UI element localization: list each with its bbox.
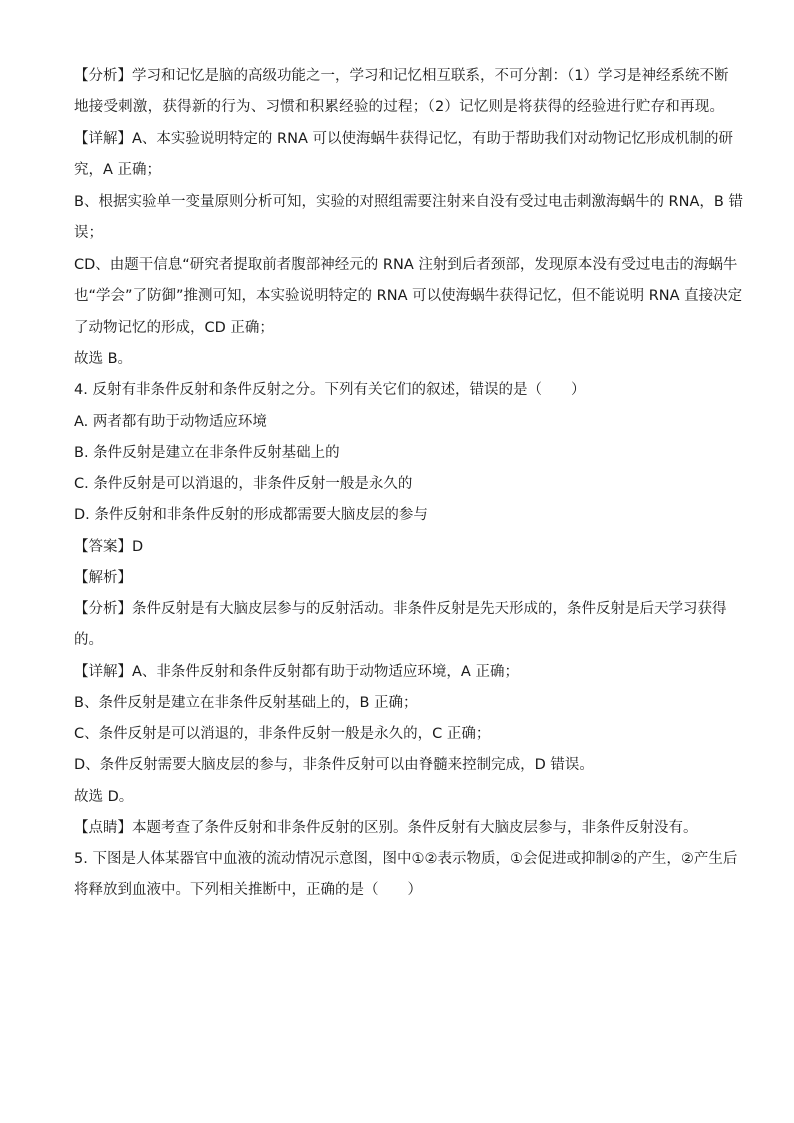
explanation-label: 【解析】 (74, 570, 132, 586)
q4-detail-line-1: 【详解】A、非条件反射和条件反射都有助于动物适应环境，A 正确； (74, 664, 519, 680)
question-4-option-d: D. 条件反射和非条件反射的形成都需要大脑皮层的参与 (74, 507, 428, 523)
q4-choice-line: 故选 D。 (74, 789, 134, 805)
q4-analysis-line-2: 的。 (74, 632, 103, 648)
question-4-stem: 4. 反射有非条件反射和条件反射之分。下列有关它们的叙述，错误的是（ ） (74, 382, 586, 398)
question-4-option-a: A. 两者都有助于动物适应环境 (74, 414, 267, 430)
detail-line-1: 【详解】A、本实验说明特定的 RNA 可以使海蜗牛获得记忆，有助于帮助我们对动物记忆形成机制的研 (74, 131, 733, 147)
detail-line-6: 也“学会”了防御”推测可知，本实验说明特定的 RNA 可以使海蜗牛获得记忆，但不能说明 RNA 直接决定 (74, 288, 743, 304)
detail-line-3: B、根据实验单一变量原则分析可知，实验的对照组需要注射来自没有受过电击刺激海蜗牛的 RNA，B 错 (74, 194, 743, 210)
detail-line-2: 究，A 正确； (74, 162, 162, 178)
q4-analysis-line-1: 【分析】条件反射是有大脑皮层参与的反射活动。非条件反射是先天形成的，条件反射是后天学习获得 (74, 601, 727, 617)
q4-comment-line: 【点睛】本题考查了条件反射和非条件反射的区别。条件反射有大脑皮层参与，非条件反射没有。 (74, 820, 698, 836)
q4-detail-line-3: C、条件反射是可以消退的，非条件反射一般是永久的，C 正确； (74, 726, 491, 742)
detail-line-7: 了动物记忆的形成，CD 正确； (74, 320, 274, 336)
q4-detail-line-4: D、条件反射需要大脑皮层的参与，非条件反射可以由脊髓来控制完成，D 错误。 (74, 757, 594, 773)
detail-line-4: 误； (74, 225, 103, 241)
question-5-stem-line-2: 将释放到血液中。下列相关推断中，正确的是（ ） (74, 882, 422, 898)
answer-choice-line: 故选 B。 (74, 351, 133, 367)
analysis-line-1: 【分析】学习和记忆是脑的高级功能之一，学习和记忆相互联系，不可分割：（1）学习是神经系统不断 (74, 68, 729, 84)
detail-line-5: CD、由题干信息“研究者提取前者腹部神经元的 RNA 注射到后者颈部，发现原本没有受过电击的海蜗牛 (74, 257, 738, 273)
analysis-line-2: 地接受刺激，获得新的行为、习惯和积累经验的过程；（2）记忆则是将获得的经验进行贮存和再现。 (74, 99, 724, 115)
question-4-option-b: B. 条件反射是建立在非条件反射基础上的 (74, 445, 340, 461)
q4-detail-line-2: B、条件反射是建立在非条件反射基础上的，B 正确； (74, 695, 418, 711)
question-5-stem-line-1: 5. 下图是人体某器官中血液的流动情况示意图，图中①②表示物质，①会促进或抑制②的产生，②产生后 (74, 851, 738, 867)
question-4-option-c: C. 条件反射是可以消退的，非条件反射一般是永久的 (74, 476, 413, 492)
answer-label: 【答案】D (74, 539, 144, 555)
